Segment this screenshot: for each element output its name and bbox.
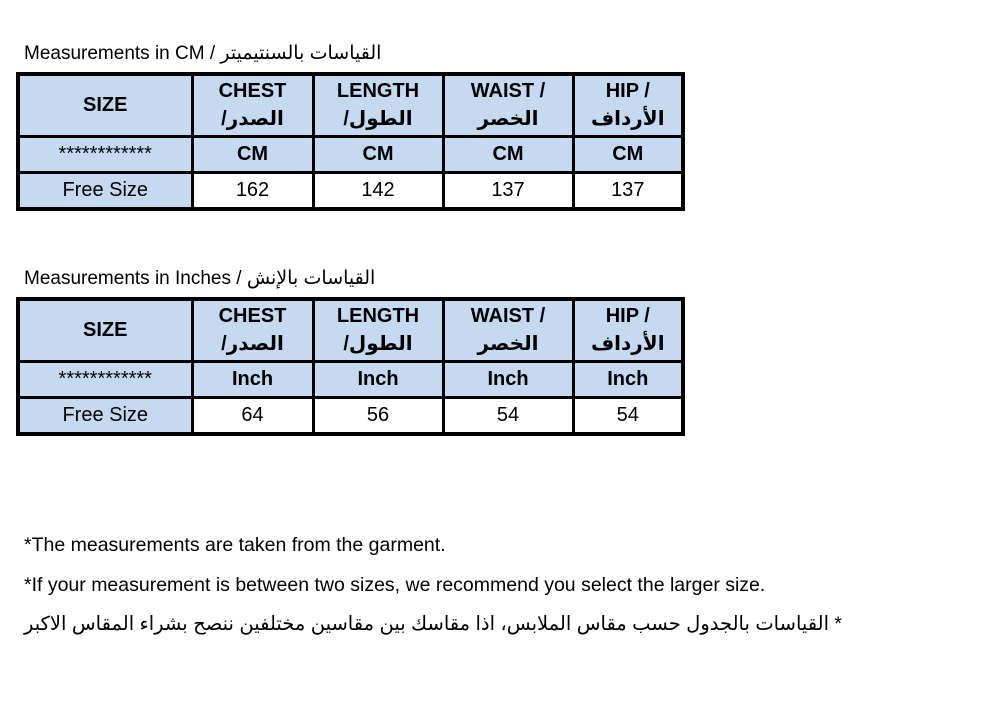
data-row xyxy=(18,172,683,209)
size-label-cell: Free Size xyxy=(18,172,192,209)
value-cell: 137 xyxy=(443,172,573,209)
chest-header: CHEST الصدر/ xyxy=(192,299,313,361)
length-header: LENGTH الطول/ xyxy=(313,74,443,136)
unit-cell: CM xyxy=(573,136,683,172)
waist-header: WAIST / الخصر xyxy=(443,74,573,136)
inch-table-caption: Measurements in Inches / القياسات بالإنش xyxy=(24,268,376,289)
size-label-cell: Free Size xyxy=(18,397,192,434)
hip-header: HIP / الأرداف xyxy=(573,299,683,361)
unit-row xyxy=(18,136,683,172)
value-cell: 56 xyxy=(313,397,443,434)
note-arabic: * القياسات بالجدول حسب مقاس الملابس، اذا مقاسك بين مقاسين مختلفين ننصح بشراء المقاس الاكبر xyxy=(24,613,843,635)
unit-cell: CM xyxy=(443,136,573,172)
chest-header: CHEST الصدر/ xyxy=(192,74,313,136)
hip-header: HIP / الأرداف xyxy=(573,74,683,136)
value-cell: 142 xyxy=(313,172,443,209)
table-header-row xyxy=(18,299,683,361)
cm-size-table xyxy=(16,72,685,211)
inch-size-table xyxy=(16,297,685,436)
unit-cell: CM xyxy=(192,136,313,172)
length-header: LENGTH الطول/ xyxy=(313,299,443,361)
unit-row-label: ************ xyxy=(18,361,192,397)
unit-row-label: ************ xyxy=(18,136,192,172)
unit-cell: Inch xyxy=(313,361,443,397)
value-cell: 64 xyxy=(192,397,313,434)
size-header: SIZE xyxy=(18,74,192,136)
value-cell: 162 xyxy=(192,172,313,209)
value-cell: 54 xyxy=(573,397,683,434)
value-cell: 137 xyxy=(573,172,683,209)
size-header: SIZE xyxy=(18,299,192,361)
table-header-row xyxy=(18,74,683,136)
unit-row xyxy=(18,361,683,397)
cm-table-caption: Measurements in CM / القياسات بالسنتيميتر xyxy=(24,43,382,64)
note-between-sizes: *If your measurement is between two sizes, we recommend you select the larger size. xyxy=(24,574,766,596)
note-garment: *The measurements are taken from the garment. xyxy=(24,534,446,556)
value-cell: 54 xyxy=(443,397,573,434)
data-row xyxy=(18,397,683,434)
unit-cell: CM xyxy=(313,136,443,172)
unit-cell: Inch xyxy=(192,361,313,397)
unit-cell: Inch xyxy=(573,361,683,397)
unit-cell: Inch xyxy=(443,361,573,397)
waist-header: WAIST / الخصر xyxy=(443,299,573,361)
